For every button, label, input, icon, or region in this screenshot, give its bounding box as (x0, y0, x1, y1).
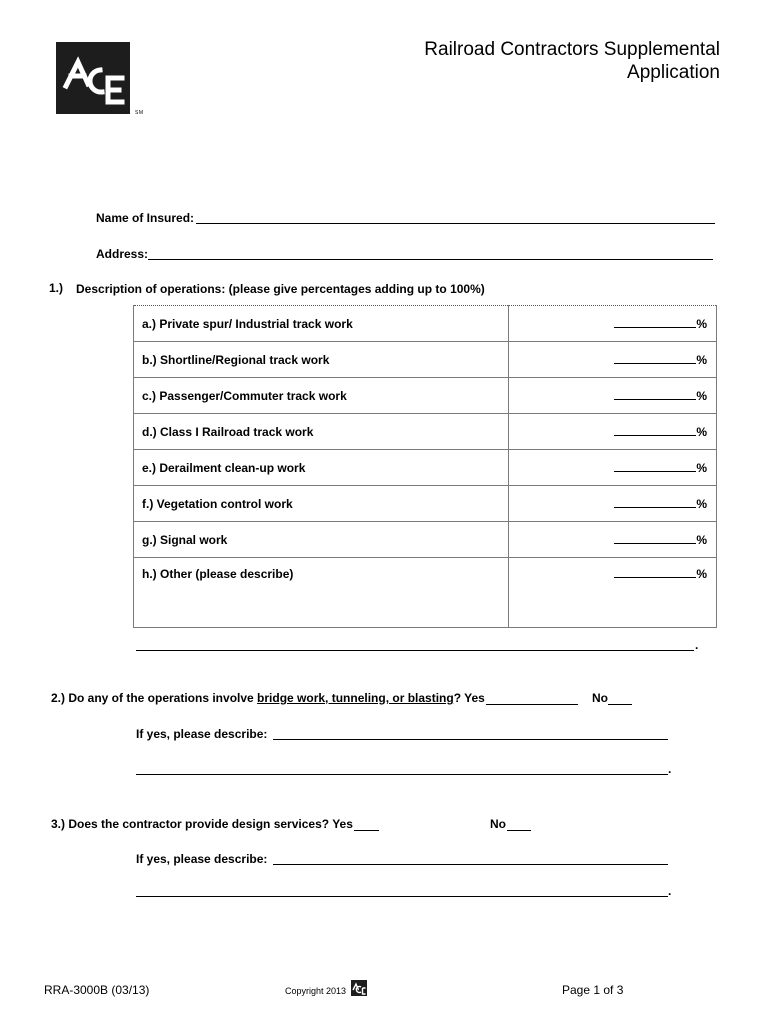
op-percent-c[interactable] (509, 378, 717, 414)
op-label-f: f.) Vegetation control work (134, 486, 509, 522)
q3-describe-field-2[interactable] (136, 896, 668, 897)
q3-yes-field[interactable] (354, 830, 379, 831)
q2-describe-label: If yes, please describe: (136, 727, 268, 741)
q2-describe-field-2[interactable] (136, 774, 668, 775)
page-number: Page 1 of 3 (562, 983, 624, 997)
op-label-b: b.) Shortline/Regional track work (134, 342, 509, 378)
percent-sign: % (696, 388, 707, 403)
q2-label-pre: 2.) Do any of the operations involve (51, 691, 258, 705)
table-row (134, 306, 717, 342)
table-row (134, 486, 717, 522)
form-code: RRA-3000B (03/13) (44, 983, 150, 997)
q3-no-field[interactable] (507, 830, 531, 831)
name-of-insured-field[interactable] (196, 223, 715, 224)
op-label-a: a.) Private spur/ Industrial track work (134, 306, 509, 342)
title-line-2: Application (627, 62, 720, 83)
percent-sign: % (696, 532, 707, 547)
table-row (134, 450, 717, 486)
percent-sign: % (696, 460, 707, 475)
table-row (134, 414, 717, 450)
q2-no-field[interactable] (608, 704, 632, 705)
q3-end-mark: . (668, 884, 672, 898)
q3-label: 3.) Does the contractor provide design services? Yes (51, 817, 353, 831)
address-label: Address: (96, 247, 149, 261)
percent-blank[interactable] (614, 567, 696, 578)
op-percent-d[interactable] (509, 414, 717, 450)
ace-mini-logo-icon (351, 980, 367, 996)
q2-end-mark: . (668, 762, 672, 776)
percent-blank[interactable] (614, 353, 696, 364)
percent-blank[interactable] (614, 425, 696, 436)
name-of-insured-label: Name of Insured: (96, 211, 195, 225)
q2-label-post: ? Yes (453, 691, 485, 705)
q2-label-underlined: bridge work, tunneling, or blasting (257, 691, 454, 705)
title-line-1: Railroad Contractors Supplemental (424, 39, 720, 60)
percent-sign: % (696, 316, 707, 331)
q2-describe-field[interactable] (273, 739, 668, 740)
table-row (134, 378, 717, 414)
q2-no-label: No (592, 691, 608, 705)
table-row (134, 342, 717, 378)
ace-logo-icon (56, 42, 130, 114)
q1-end-mark: . (695, 638, 699, 652)
page-title (424, 38, 720, 84)
op-label-c: c.) Passenger/Commuter track work (134, 378, 509, 414)
op-percent-a[interactable] (509, 306, 717, 342)
q1-label: Description of operations: (please give percentages adding up to 100%) (76, 282, 485, 296)
q1-other-description-field[interactable] (136, 650, 694, 651)
percent-blank[interactable] (614, 317, 696, 328)
op-label-h: h.) Other (please describe) (134, 558, 509, 628)
q3-describe-label: If yes, please describe: (136, 852, 268, 866)
op-percent-g[interactable] (509, 522, 717, 558)
op-percent-b[interactable] (509, 342, 717, 378)
op-percent-e[interactable] (509, 450, 717, 486)
q3-no-label: No (490, 817, 506, 831)
q1-number: 1.) (49, 281, 64, 295)
op-percent-h[interactable] (509, 558, 717, 628)
percent-blank[interactable] (614, 497, 696, 508)
q2-label (51, 691, 485, 705)
op-label-d: d.) Class I Railroad track work (134, 414, 509, 450)
address-field[interactable] (148, 259, 713, 260)
op-label-e: e.) Derailment clean-up work (134, 450, 509, 486)
percent-blank[interactable] (614, 389, 696, 400)
q3-describe-field[interactable] (273, 864, 668, 865)
percent-sign: % (696, 352, 707, 367)
table-row (134, 522, 717, 558)
table-row (134, 558, 717, 628)
op-percent-f[interactable] (509, 486, 717, 522)
percent-sign: % (696, 496, 707, 511)
service-mark: SM (135, 110, 144, 116)
q2-yes-field[interactable] (486, 704, 578, 705)
percent-blank[interactable] (614, 461, 696, 472)
operations-table (133, 305, 717, 628)
op-label-g: g.) Signal work (134, 522, 509, 558)
copyright-text: Copyright 2013 (285, 986, 347, 996)
percent-blank[interactable] (614, 533, 696, 544)
percent-sign: % (696, 424, 707, 439)
percent-sign: % (696, 567, 707, 581)
